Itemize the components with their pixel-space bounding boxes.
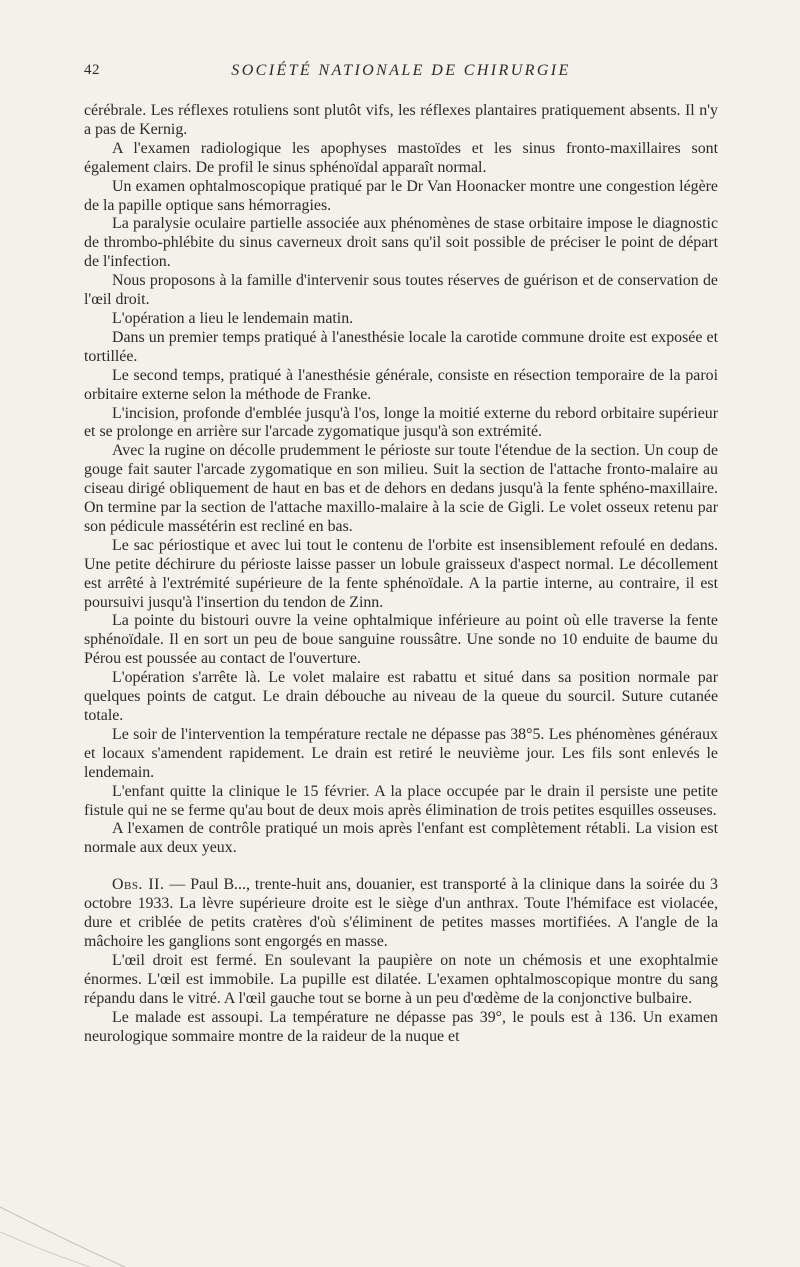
paragraph: La pointe du bistouri ouvre la veine ophtalmique inférieure au point où elle traverse la fente sphénoïdale. Il en sort un peu de boue sanguine roussâtre. Une sonde no 10 enduite de baume du Pérou est poussée au contact de l'ouverture. — [84, 612, 718, 668]
page-fold-mark — [0, 1177, 130, 1267]
paragraph: Le sac périostique et avec lui tout le contenu de l'orbite est insensiblement refoulé en dedans. Une petite déchirure du périoste laisse passer un lobule graisseux d'aspect normal. Le décollement est arrêté à l'extrémité supérieure de la fente sphénoïdale. A la partie interne, au contraire, il est poursuivi jusqu'à l'insertion du tendon de Zinn. — [84, 536, 718, 611]
page-number: 42 — [84, 62, 100, 78]
observation-label: Obs. II. — [112, 876, 165, 894]
paragraph: Le malade est assoupi. La température ne dépasse pas 39°, le pouls est à 136. Un examen neurologique sommaire montre de la raideur de la nuque et — [84, 1008, 718, 1045]
body-text — [84, 102, 718, 1046]
running-head: SOCIÉTÉ NATIONALE DE CHIRURGIE — [231, 62, 571, 79]
observation-text: — Paul B..., trente-huit ans, douanier, est transporté à la clinique dans la soirée du 3 octobre 1933. La lèvre supérieure droite est le siège d'un anthrax. Toute l'hémiface est violacée, dure et criblée de petits cratères d'où s'éliminent de petites masses mortifiées. A l'angle de la mâchoire les ganglions sont engorgés en masse. — [84, 876, 718, 950]
page-header — [84, 58, 718, 88]
paragraph: Le second temps, pratiqué à l'anesthésie générale, consiste en résection temporaire de la paroi orbitaire externe selon la méthode de Franke. — [84, 366, 718, 403]
observation-paragraph — [84, 876, 718, 952]
paragraph: L'enfant quitte la clinique le 15 février. A la place occupée par le drain il persiste une petite fistule qui ne se ferme qu'au bout de deux mois après élimination de trois petites esquilles osseuses. — [84, 782, 718, 819]
paragraph: Le soir de l'intervention la température rectale ne dépasse pas 38°5. Les phénomènes généraux et locaux s'amendent rapidement. Le drain est retiré le neuvième jour. Les fils sont enlevés le lendemain. — [84, 725, 718, 781]
paragraph: L'œil droit est fermé. En soulevant la paupière on note un chémosis et une exophtalmie énormes. L'œil est immobile. La pupille est dilatée. L'examen ophtalmoscopique montre du sang répandu dans le vitré. A l'œil gauche tout se borne à un peu d'œdème de la conjonctive bulbaire. — [84, 951, 718, 1007]
paragraph: La paralysie oculaire partielle associée aux phénomènes de stase orbitaire impose le diagnostic de thrombo-phlébite du sinus caverneux droit sans qu'il soit possible de préciser le point de départ de l'infection. — [84, 215, 718, 271]
paragraph: cérébrale. Les réflexes rotuliens sont plutôt vifs, les réflexes plantaires pratiquement absents. Il n'y a pas de Kernig. — [84, 102, 718, 138]
paragraph: Nous proposons à la famille d'intervenir sous toutes réserves de guérison et de conservation de l'œil droit. — [84, 272, 718, 309]
paragraph: L'opération s'arrête là. Le volet malaire est rabattu et situé dans sa position normale par quelques points de catgut. Le drain débouche au niveau de la queue du sourcil. Suture cutanée totale. — [84, 669, 718, 724]
page — [84, 58, 718, 1046]
paragraph: Avec la rugine on décolle prudemment le périoste sur toute l'étendue de la section. Un coup de gouge fait sauter l'arcade zygomatique en son milieu. Suit la section de l'attache fronto-malaire au ciseau dirigé obliquement de haut en bas et de dehors en dedans jusqu'à la fente sphéno-maxillaire. On termine par la section de l'attache maxillo-malaire à la scie de Gigli. Le volet osseux retenu par son pédicule massétérin est recliné en bas. — [84, 442, 718, 535]
paragraph: A l'examen radiologique les apophyses mastoïdes et les sinus fronto-maxillaires sont également clairs. De profil le sinus sphénoïdal apparaît normal. — [84, 139, 718, 176]
paragraph: A l'examen de contrôle pratiqué un mois après l'enfant est complètement rétabli. La vision est normale aux deux yeux. — [84, 820, 718, 857]
paragraph: L'incision, profonde d'emblée jusqu'à l'os, longe la moitié externe du rebord orbitaire supérieur et se prolonge en arrière sur l'arcade zygomatique jusqu'à son extrémité. — [84, 404, 718, 441]
paragraph: L'opération a lieu le lendemain matin. — [112, 309, 354, 327]
paragraph: Dans un premier temps pratiqué à l'anesthésie locale la carotide commune droite est exposée et tortillée. — [84, 328, 718, 365]
paragraph: Un examen ophtalmoscopique pratiqué par le Dr Van Hoonacker montre une congestion légère de la papille optique sans hémorragies. — [84, 177, 718, 214]
